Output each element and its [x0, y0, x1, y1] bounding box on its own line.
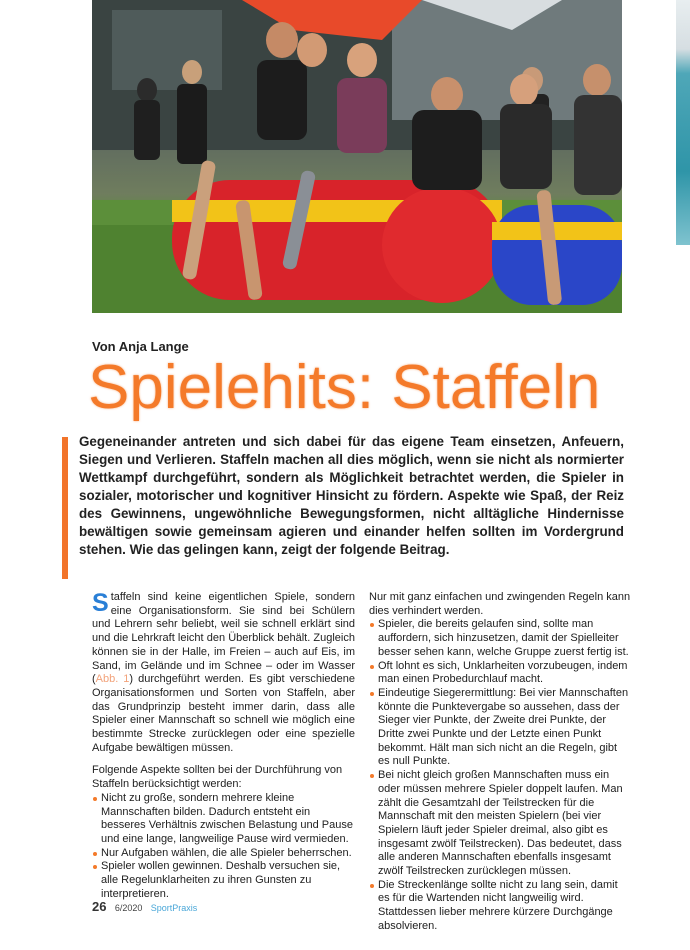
body-column-right	[369, 591, 631, 934]
figure-reference: Abb. 1	[95, 673, 130, 686]
article-lead: Gegeneinander antreten und sich dabei für das eigene Team einsetzen, Anfeuern, Siegen und Verlieren. Staffeln machen all dies möglich, wenn sie nicht als normierter Wettkampf durchgeführt, sondern als Möglichkeit betrachtet werden, die Spieler in sozialer, motorischer und kognitiver Hinsicht zu fördern. Aspekte wie Spaß, der Reiz des Gewinnens, ungewöhnliche Bewegungsformen, nicht alltägliche Hindernisse bewältigen sowie gemeinsam agieren und einander helfen sollten im Vordergrund stehen. Wie das gelingen kann, zeigt der folgende Beitrag.	[79, 434, 624, 557]
adjacent-page-edge	[676, 0, 690, 245]
body-text: ) durchgeführt werden. Es gibt verschiedene Organisationsformen und Sorten von Staffeln, aber das Grundprinzip besteht immer darin, dass alle Spieler einer Mannschaft so schnell wie möglich eine bestimmte Strecke zurücklegen oder eine spezielle Aufgabe bewältigen müssen.	[92, 673, 355, 754]
page-number: 26	[92, 899, 107, 914]
body-column-left	[92, 591, 355, 901]
aspects-list-continued	[369, 618, 631, 933]
list-item: Eindeutige Siegerermittlung: Bei vier Mannschaften könnte die Punktevergabe so aussehen, dass der Sieger vier Punkte, der Zweite drei Punkte, der Dritte zwei Punkte und der Letzte einen Punkt bekommt. Hält man sich nicht an die Regeln, gibt es null Punkte.	[369, 687, 631, 769]
body-text: taffeln sind keine eigentlichen Spiele, sondern eine Organisationsform. Sie sind bei Schülern und Lehrern sehr beliebt, weil sie schnell erklärt sind und die Lehrkraft leicht den Überblick behält. Zugleich können sie in der Halle, im Freien – auch auf Eis, im Sand, im Gelände und im Schnee – oder im Wasser (	[92, 591, 355, 686]
list-item: Nicht zu große, sondern mehrere kleine Mannschaften bilden. Dadurch entsteht ein besseres Verhältnis zwischen Belastung und Pause und eine lange, langweilige Pause wird vermieden.	[92, 792, 355, 847]
hero-photo	[92, 0, 622, 313]
dropcap: S	[92, 589, 109, 617]
list-item: Spieler wollen gewinnen. Deshalb versuchen sie, alle Regelunklarheiten zu ihren Gunsten zu interpretieren.	[92, 860, 355, 901]
list-item: Nur Aufgaben wählen, die alle Spieler beherrschen.	[92, 847, 355, 861]
list-item: Oft lohnt es sich, Unklarheiten vorzubeugen, indem man einen Probedurchlauf macht.	[369, 660, 631, 687]
body-paragraph-3: Nur mit ganz einfachen und zwingenden Regeln kann dies verhindert werden.	[369, 591, 631, 617]
list-item: Spieler, die bereits gelaufen sind, sollte man auffordern, sich hinzusetzen, damit der Spielleiter besser sehen kann, welche Gruppe zuerst fertig ist.	[369, 618, 631, 659]
lead-accent-bar	[62, 437, 68, 579]
article-title: Spielehits: Staffeln	[88, 353, 601, 422]
aspects-list	[92, 792, 355, 902]
list-item: Die Streckenlänge sollte nicht zu lang sein, damit es für die Wartenden nicht langweilig wird. Stattdessen lieber mehrere kürzere Durchgänge absolvieren.	[369, 879, 631, 934]
article-author: Von Anja Lange	[92, 339, 189, 354]
body-paragraph-2: Folgende Aspekte sollten bei der Durchführung von Staffeln berücksichtigt werden:	[92, 764, 343, 791]
hero-photo-illustration	[92, 0, 622, 313]
issue-label: 6/2020	[114, 903, 143, 913]
list-item: Bei nicht gleich großen Mannschaften muss ein oder müssen mehrere Spieler doppelt laufen. Man zählt die Gesamtzahl der Teilstrecken für die Mannschaft mit den meisten Spielern (bei vier Spielern läuft jeder Spieler dreimal, also gibt es insgesamt zwölf Teilstrecken). Das bedeutet, dass alle anderen Mannschaften ebenfalls insgesamt zwölf Teilstrecken zurücklegen müssen.	[369, 769, 631, 879]
page-footer	[92, 899, 197, 914]
magazine-brand: SportPraxis	[150, 903, 198, 913]
body-paragraph-1	[92, 591, 355, 755]
